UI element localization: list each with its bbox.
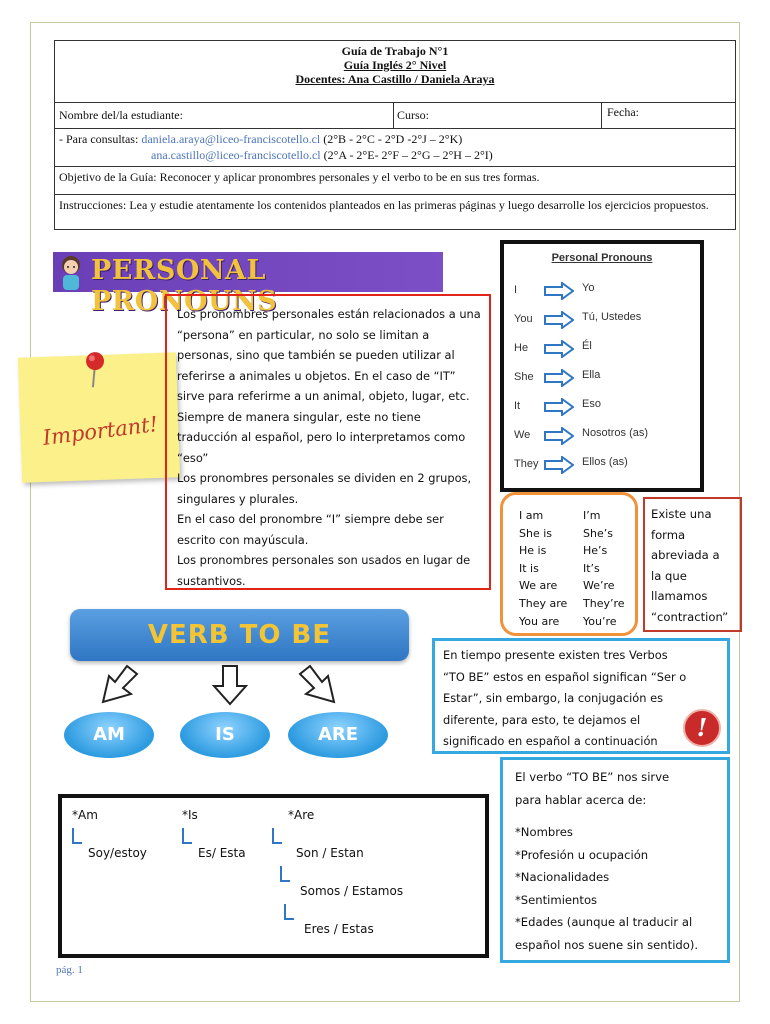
explanation-line: En el caso del pronombre “I” siempre debe ser — [177, 512, 444, 526]
contraction-full: She is — [519, 526, 553, 540]
uses-line: *Edades (aunque al traducir al — [515, 915, 693, 929]
pronoun-spanish: Nosotros (as) — [582, 427, 649, 439]
contraction-full: We are — [519, 579, 558, 593]
consult-prefix: - Para consultas: — [59, 132, 139, 146]
elbow-arrow-icon — [72, 828, 82, 844]
contraction-short: She’s — [583, 526, 613, 540]
uses-box — [500, 757, 730, 963]
explanation-line: referirse a animales u objetos. En el caso de “IT” — [177, 368, 456, 383]
explanation-line: sustantivos. — [177, 573, 246, 588]
important-sticky-note — [18, 352, 180, 482]
contraction-full: I am — [519, 509, 544, 522]
uses-line: El verbo “TO BE” nos sirve — [515, 770, 670, 784]
is-oval: IS — [180, 712, 270, 758]
pronoun-spanish: Tú, Ustedes — [582, 311, 642, 323]
contraction-note-box — [643, 497, 742, 632]
elbow-arrow-icon — [182, 828, 192, 844]
contraction-note-line: la que — [651, 568, 687, 583]
uses-line: *Nombres — [515, 825, 573, 839]
contact-row — [55, 129, 735, 167]
contraction-note-line: Existe una — [651, 507, 712, 521]
pronoun-english: It — [514, 400, 521, 412]
contraction-full: They are — [519, 597, 568, 610]
are-oval: ARE — [288, 712, 388, 758]
level-title: Guía Inglés 2° Nivel — [343, 58, 447, 72]
objective-row — [55, 167, 735, 195]
explanation-line: escrito con mayúscula. — [177, 532, 309, 547]
explanation-line: sirve para referirme a un animal, objeto, lugar, etc. — [177, 389, 470, 403]
pronoun-spanish: Ellos (as) — [582, 456, 628, 468]
present-note-line: significado en español a continuación — [443, 734, 658, 748]
exclamation-icon: ! — [683, 709, 721, 747]
date-label: Fecha: — [607, 105, 639, 119]
contraction-full: It is — [519, 561, 539, 575]
pronoun-english: We — [514, 429, 531, 441]
contraction-note-line: “contraction” — [651, 609, 729, 624]
uses-line: *Sentimientos — [515, 892, 598, 907]
right-arrow-icon — [544, 369, 574, 387]
course-label: Curso: — [397, 108, 430, 122]
right-arrow-icon — [544, 427, 574, 445]
pronouns-explanation-box — [165, 294, 491, 590]
contraction-short: He’s — [583, 544, 608, 558]
present-note-line: Estar”, sin embargo, la conjugación es — [443, 691, 664, 705]
arrow-down-icon — [210, 664, 250, 708]
pushpin-icon — [80, 349, 111, 390]
are-meaning-3: Eres / Estas — [304, 922, 374, 936]
elbow-arrow-icon — [280, 866, 290, 882]
am-oval: AM — [64, 712, 154, 758]
right-arrow-icon — [544, 340, 574, 358]
banner-title: PERSONAL PRONOUNS — [91, 255, 278, 317]
uses-line: español nos suene sin sentido). — [515, 937, 699, 952]
uses-line: *Nacionalidades — [515, 870, 610, 884]
present-note-line: “TO BE” estos en español significan “Ser o — [443, 669, 687, 684]
name-label: Nombre del/la estudiante: — [59, 108, 183, 122]
right-arrow-icon — [544, 311, 574, 329]
contraction-short: We’re — [583, 579, 615, 593]
verb-to-be-banner — [70, 609, 409, 661]
email-daniela[interactable]: daniela.araya@liceo-franciscotello.cl — [141, 132, 321, 146]
teachers: Docentes: Ana Castillo / Daniela Araya — [295, 72, 495, 86]
pronoun-spanish: Él — [582, 340, 592, 352]
contraction-full: He is — [519, 544, 547, 558]
present-note-line: En tiempo presente existen tres Verbos — [443, 648, 668, 662]
explanation-line: traducción al español, pero lo interpretamos como — [177, 430, 466, 444]
is-meaning: Es/ Esta — [198, 846, 246, 860]
right-arrow-icon — [544, 282, 574, 300]
explanation-line: Los pronombres personales están relacionados a una — [177, 307, 481, 321]
pronoun-spanish: Yo — [582, 282, 595, 294]
verb-to-be-title: VERB TO BE — [147, 620, 332, 650]
guide-title: Guía de Trabajo N°1 — [341, 44, 449, 58]
student-info-row — [55, 103, 735, 129]
pronoun-english: I — [514, 284, 518, 296]
am-heading: *Am — [72, 808, 98, 822]
explanation-line: “persona” en particular, no solo se limitan a — [177, 327, 430, 342]
uses-line: para hablar acerca de: — [515, 792, 647, 807]
is-heading: *Is — [182, 808, 198, 822]
arrow-down-left-icon — [95, 664, 145, 708]
title-block — [55, 41, 735, 103]
contraction-short: I’m — [583, 509, 601, 522]
pronoun-english: They — [514, 458, 539, 470]
contraction-note-line: abreviada a — [651, 548, 720, 562]
pronouns-table-title: Personal Pronouns — [551, 252, 653, 264]
present-note-line: diferente, para esto, te dejamos el — [443, 712, 641, 727]
pronoun-english: She — [514, 371, 534, 383]
instructions-text: Instrucciones: Lea y estudie atentamente los contenidos planteados en las primeras páginas y luego desarrolle los ejercicios propuestos. — [59, 198, 709, 212]
girl-icon — [57, 254, 85, 290]
important-label: Important! — [41, 412, 160, 450]
are-meaning-1: Son / Estan — [296, 846, 364, 860]
pronoun-english: He — [514, 342, 529, 354]
pronoun-spanish: Ella — [582, 369, 601, 381]
meanings-box — [58, 794, 489, 958]
contraction-note-line: forma — [651, 527, 686, 542]
email-ana[interactable]: ana.castillo@liceo-franciscotello.cl — [151, 148, 321, 162]
email2-courses: (2°A - 2°E- 2°F – 2°G – 2°H – 2°I) — [323, 148, 493, 162]
right-arrow-icon — [544, 398, 574, 416]
contraction-short: It’s — [583, 561, 600, 575]
pronoun-english: You — [514, 313, 533, 325]
pronoun-spanish: Eso — [582, 398, 601, 410]
contraction-full: You are — [519, 614, 560, 628]
elbow-arrow-icon — [284, 904, 294, 920]
contraction-short: They’re — [583, 597, 625, 610]
explanation-line: “eso” — [177, 450, 209, 465]
contraction-short: You’re — [583, 614, 617, 628]
elbow-arrow-icon — [272, 828, 282, 844]
uses-line: *Profesión u ocupación — [515, 847, 649, 862]
personal-pronouns-table — [500, 240, 704, 492]
arrow-down-right-icon — [292, 664, 342, 708]
explanation-line: Los pronombres personales son usados en lugar de — [177, 553, 471, 567]
am-meaning: Soy/estoy — [88, 846, 147, 860]
instructions-row — [55, 195, 735, 229]
contractions-box — [500, 492, 638, 636]
contraction-note-line: llamamos — [651, 589, 708, 603]
explanation-line: singulares y plurales. — [177, 491, 299, 506]
uses-line — [515, 811, 715, 821]
explanation-line: personas, sino que también se pueden utilizar al — [177, 348, 455, 362]
are-heading: *Are — [288, 808, 315, 822]
explanation-line: Los pronombres personales se dividen en 2 grupos, — [177, 471, 472, 485]
right-arrow-icon — [544, 456, 574, 474]
header-table — [54, 40, 736, 230]
explanation-line: Siempre de manera singular, este no tiene — [177, 409, 421, 424]
objective-text: Objetivo de la Guía: Reconocer y aplicar pronombres personales y el verbo to be en sus tres formas. — [59, 170, 540, 184]
page-number: pág. 1 — [56, 964, 83, 976]
email1-courses: (2°B - 2°C - 2°D -2°J – 2°K) — [323, 132, 463, 146]
are-meaning-2: Somos / Estamos — [300, 884, 404, 898]
